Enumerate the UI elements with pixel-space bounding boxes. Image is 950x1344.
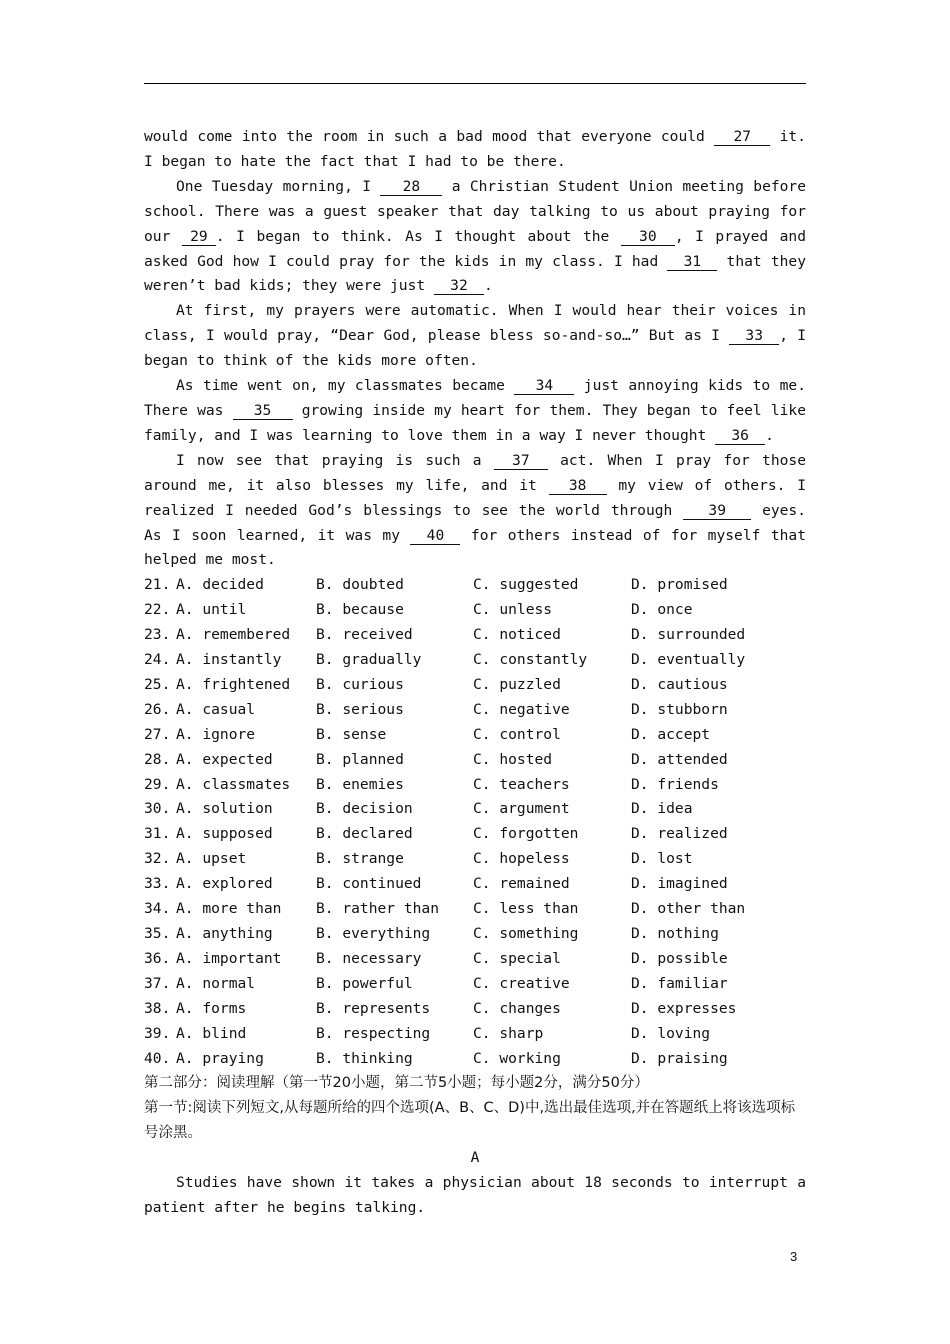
option-b: B. continued [316,875,422,893]
option-b: B. because [316,601,404,619]
option-d: D. realized [631,825,728,843]
option-b: B. everything [316,925,431,942]
option-c: C. negative [473,700,570,718]
option-row [144,598,806,623]
option-b: B. rather than [316,900,440,918]
option-a: A. instantly [176,651,282,669]
passage-paragraph-2 [144,299,806,374]
passage-text: At first, my prayers were automatic. When I would hear their voices in class, I would pray, “Dear God, please bless so-and-so…” But as I [144,302,806,345]
question-number: 28. [144,750,171,768]
question-number: 35. [144,925,171,942]
option-row [144,748,806,773]
question-number: 27. [144,725,171,743]
passage-paragraph-3 [144,374,806,449]
option-b: B. gradually [316,651,422,669]
question-number: 21. [144,576,171,594]
option-b: B. curious [316,675,404,693]
option-row [144,797,806,822]
passage-text: . [765,426,774,444]
option-row [144,673,806,698]
blank-34: 34 [514,378,574,395]
option-b: B. represents [316,999,431,1017]
option-c: C. unless [473,601,553,619]
option-c: C. sharp [473,1024,544,1042]
passage-paragraph-4 [144,449,806,574]
option-b: B. necessary [316,949,422,967]
option-b: B. enemies [316,775,404,793]
section-instruction: 第一节:阅读下列短文,从每题所给的四个选项(A、B、C、D)中,选出最佳选项,并在答题纸上将该选项标号涂黑。 [144,1100,796,1142]
option-d: D. imagined [631,875,728,893]
option-b: B. serious [316,700,404,718]
option-d: D. accept [631,725,711,743]
option-b: B. received [316,626,413,644]
option-b: B. respecting [316,1024,431,1042]
option-d: D. once [631,601,693,619]
option-d: D. idea [631,800,693,818]
option-d: D. stubborn [631,700,728,718]
option-a: A. normal [176,974,256,992]
option-d: D. loving [631,1024,711,1042]
option-row [144,623,806,648]
question-number: 33. [144,875,171,893]
blank-39: 39 [683,503,751,520]
question-number: 36. [144,949,171,967]
option-c: C. forgotten [473,825,579,843]
option-row [144,573,806,598]
option-b: B. doubted [316,576,404,594]
question-number: 31. [144,825,171,843]
page-number: 3 [790,1249,798,1264]
blank-29: 29 [182,229,216,246]
option-a: A. frightened [176,675,291,693]
option-row [144,997,806,1022]
option-row [144,1022,806,1047]
option-b: B. planned [316,750,404,768]
option-c: C. constantly [473,651,588,669]
option-row [144,1047,806,1072]
option-c: C. control [473,725,561,743]
passage-text: would come into the room in such a bad mood that everyone could [144,128,715,145]
option-row [144,972,806,997]
question-number: 40. [144,1049,171,1067]
option-c: C. puzzled [473,675,561,693]
option-d: D. friends [631,775,719,793]
passage-text: I now see that praying is such a [176,451,494,469]
option-row [144,648,806,673]
passage-text: growing inside my heart for them. They began to feel like family, and I was learning to love them in a way I never thought [144,401,806,444]
passage-text: for others instead of for myself that helped me most. [144,526,806,569]
option-b: B. declared [316,825,413,843]
option-c: C. special [473,949,561,967]
question-number: 39. [144,1024,171,1042]
option-a: A. upset [176,850,247,868]
question-number: 25. [144,675,171,693]
option-a: A. forms [176,999,247,1017]
passage-text: act. When I pray for those around me, it also blesses my life, and it [144,451,806,494]
option-a: A. supposed [176,825,273,843]
passage-text: . [483,277,493,295]
option-row [144,723,806,748]
passage-text: it. I began to hate the fact that I had to be there. [144,128,806,170]
question-number: 34. [144,900,171,918]
answer-options [144,573,806,1071]
option-a: A. remembered [176,626,291,644]
blank-33: 33 [729,328,779,345]
option-row [144,822,806,847]
blank-28: 28 [380,179,442,196]
option-b: B. thinking [316,1049,413,1067]
option-a: A. anything [176,925,273,942]
option-c: C. argument [473,800,570,818]
option-c: C. hopeless [473,850,570,868]
option-row [144,922,806,947]
option-d: D. attended [631,750,728,768]
option-a: A. until [176,601,247,619]
option-a: A. casual [176,700,256,718]
option-d: D. possible [631,949,728,967]
blank-32: 32 [434,278,484,295]
blank-37: 37 [494,453,548,470]
option-c: C. hosted [473,750,553,768]
question-number: 23. [144,626,171,644]
option-row [144,698,806,723]
passage-text: One Tuesday morning, I [176,177,381,195]
question-number: 37. [144,974,171,992]
blank-38: 38 [549,478,607,495]
option-d: D. other than [631,900,746,918]
blank-40: 40 [410,528,460,545]
option-c: C. changes [473,999,561,1017]
option-a: A. expected [176,750,273,768]
blank-27: 27 [714,129,770,146]
passage-paragraph-0 [144,125,806,175]
page-body [144,125,806,1221]
option-c: C. working [473,1049,561,1067]
question-number: 29. [144,775,171,793]
blank-30: 30 [621,229,675,246]
option-d: D. promised [631,576,728,594]
option-a: A. solution [176,800,273,818]
option-c: C. noticed [473,626,561,644]
option-a: A. explored [176,875,273,893]
option-d: D. surrounded [631,626,746,644]
section-heading: 第二部分：阅读理解（第一节20小题，第二节5小题；每小题2分，满分50分） [144,1075,649,1092]
option-a: A. important [176,949,282,967]
option-d: D. familiar [631,974,728,992]
option-d: D. nothing [631,925,719,942]
passage-text: As time went on, my classmates became [176,377,515,395]
question-number: 24. [144,651,171,669]
header-rule [144,83,806,84]
option-b: B. sense [316,725,387,743]
option-row [144,947,806,972]
passage-text: . I began to think. As I thought about the [215,227,621,245]
option-c: C. remained [473,875,570,893]
option-c: C. something [473,925,579,942]
question-number: 32. [144,850,171,868]
option-a: A. classmates [176,775,291,793]
option-c: C. less than [473,900,579,918]
question-number: 22. [144,601,171,619]
option-row [144,897,806,922]
option-a: A. decided [176,576,264,594]
reading-passage-start: Studies have shown it takes a physician about 18 seconds to interrupt a patient after he begins talking. [144,1174,806,1216]
passage-text: a Christian Student Union meeting before school. There was a guest speaker that day talking to us about praying for our [144,177,806,245]
option-a: A. ignore [176,725,256,743]
question-number: 30. [144,800,171,818]
option-a: A. praying [176,1049,264,1067]
option-b: B. decision [316,800,413,818]
option-d: D. cautious [631,675,728,693]
passage-text: that they weren’t bad kids; they were just [144,252,806,295]
option-b: B. strange [316,850,404,868]
option-row [144,872,806,897]
option-row [144,773,806,798]
option-c: C. suggested [473,576,579,594]
option-d: D. lost [631,850,693,868]
passage-paragraph-1 [144,175,806,300]
option-row [144,847,806,872]
option-a: A. more than [176,900,282,918]
passage-text: just annoying kids to me. There was [144,377,806,419]
option-c: C. creative [473,974,570,992]
passage-text: , I began to think of the kids more often. [144,327,807,370]
blank-31: 31 [667,254,717,271]
passage-label: A [470,1149,480,1167]
option-b: B. powerful [316,974,413,992]
option-d: D. eventually [631,651,746,669]
option-d: D. expresses [631,999,737,1017]
blank-36: 36 [715,428,765,445]
passage-text: , I prayed and asked God how I could pray for the kids in my class. I had [144,227,806,270]
option-d: D. praising [631,1049,728,1067]
passage-text: my view of others. I realized I needed God’s blessings to see the world through [144,476,807,519]
option-c: C. teachers [473,775,570,793]
question-number: 26. [144,700,171,718]
option-a: A. blind [176,1024,247,1042]
blank-35: 35 [233,403,293,420]
passage-text: eyes. As I soon learned, it was my [144,501,807,544]
question-number: 38. [144,999,171,1017]
